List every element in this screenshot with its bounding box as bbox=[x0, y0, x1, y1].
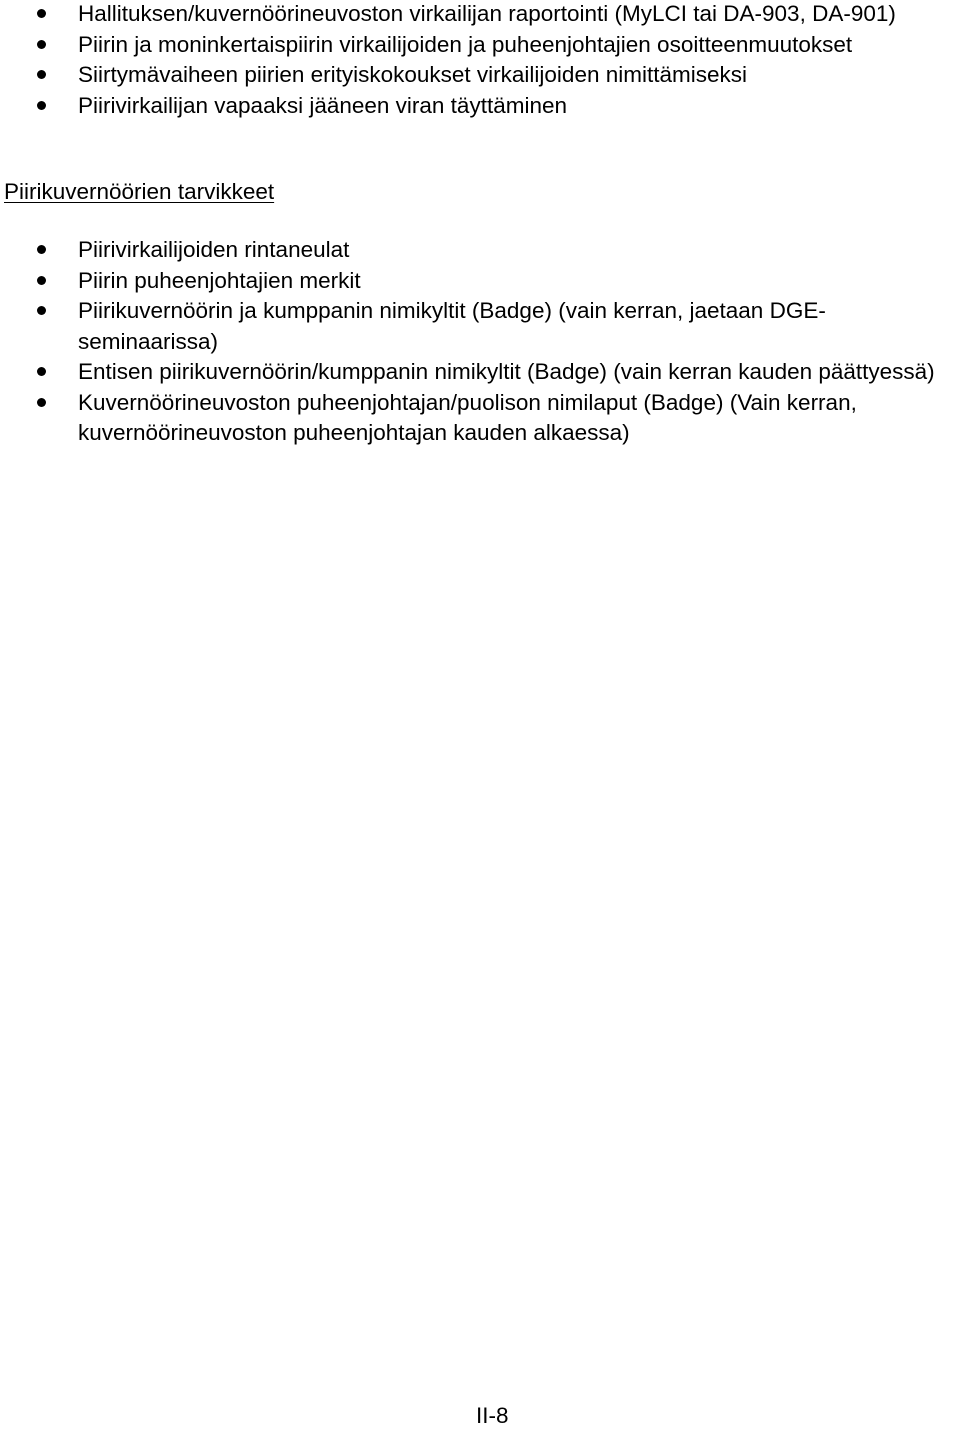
bullet-icon bbox=[37, 367, 46, 376]
bullet-icon bbox=[37, 245, 46, 254]
list-item bbox=[0, 357, 960, 388]
bullet-icon bbox=[37, 398, 46, 407]
list-item bbox=[0, 388, 960, 449]
bullet-icon bbox=[37, 40, 46, 49]
list-item bbox=[0, 91, 960, 122]
list-item-text: Piirivirkailijoiden rintaneulat bbox=[78, 237, 350, 262]
list-item-text: Hallituksen/kuvernöörineuvoston virkailijan raportointi (MyLCI tai DA-903, DA-901) bbox=[78, 1, 896, 26]
bullet-icon bbox=[37, 101, 46, 110]
bullet-list-supplies bbox=[0, 235, 960, 449]
list-item bbox=[0, 60, 960, 91]
list-item bbox=[0, 235, 960, 266]
list-item-text: Piirikuvernöörin ja kumppanin nimikyltit (Badge) (vain kerran, jaetaan DGE-seminaarissa) bbox=[78, 298, 826, 354]
list-item-text: Siirtymävaiheen piirien erityiskokoukset virkailijoiden nimittämiseksi bbox=[78, 62, 747, 87]
list-item bbox=[0, 266, 960, 297]
list-item-text: Entisen piirikuvernöörin/kumppanin nimikyltit (Badge) (vain kerran kauden päättyessä) bbox=[78, 359, 935, 384]
bullet-list-reporting bbox=[0, 0, 960, 121]
bullet-icon bbox=[37, 70, 46, 79]
list-item bbox=[0, 0, 960, 30]
list-item bbox=[0, 30, 960, 61]
list-item-text: Piirin puheenjohtajien merkit bbox=[78, 267, 361, 293]
bullet-icon bbox=[37, 9, 46, 18]
section-heading: Piirikuvernöörien tarvikkeet bbox=[4, 179, 275, 204]
list-item bbox=[0, 296, 960, 357]
list-item-text: Kuvernöörineuvoston puheenjohtajan/puolison nimilaput (Badge) (Vain kerran, kuvernöörineuvoston puheenjohtajan kauden alkaessa) bbox=[78, 389, 857, 445]
bullet-icon bbox=[37, 276, 46, 285]
list-item-text: Piirin ja moninkertaispiirin virkailijoiden ja puheenjohtajien osoitteenmuutokset bbox=[78, 31, 853, 57]
bullet-icon bbox=[37, 306, 46, 315]
list-item-text: Piirivirkailijan vapaaksi jääneen viran täyttäminen bbox=[78, 92, 567, 118]
page-number: II-8 bbox=[476, 1403, 509, 1428]
